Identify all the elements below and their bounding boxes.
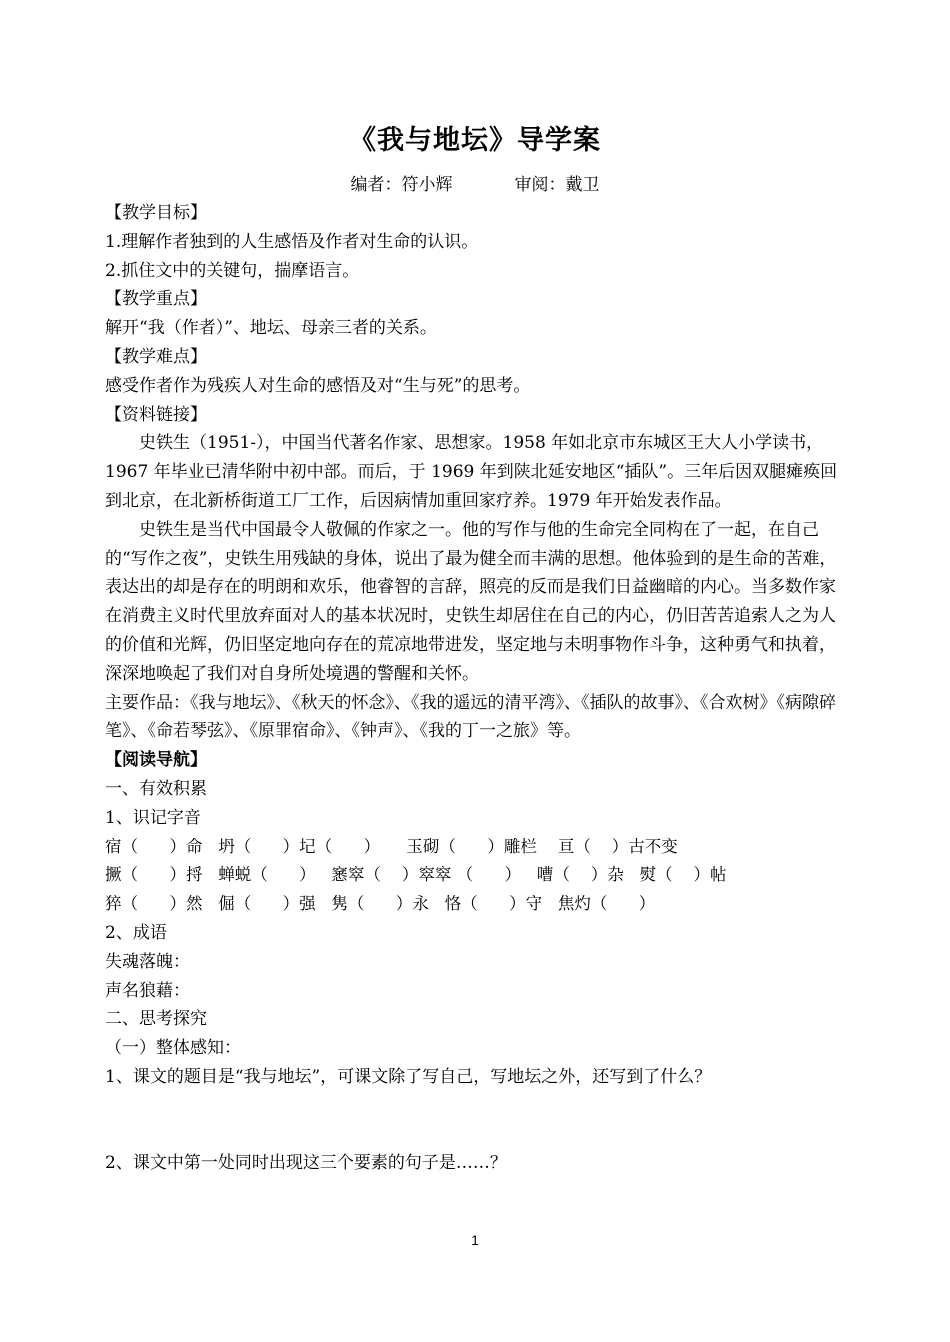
page-number: 1 [471, 1232, 479, 1248]
item-heading: 2、成语 [105, 922, 167, 943]
bio-paragraph: 史铁生是当代中国最令人敬佩的作家之一。他的写作与他的生命完全同构在了一起，在自己的“写作之夜”，史铁生用残缺的身体，说出了最为健全而丰满的思想。他体验到的是生命的苦难，表达出的却是存在的明朗和欢乐，他睿智的言辞，照亮的反而是我们日益幽暗的内心。当多数作家在消费主义时代里放弃面对人的基本状况时，史铁生却居住在自己的内心，仍旧苦苦追索人之为人的价值和光辉，仍旧坚定地向存在的荒凉地带进发，坚定地与未明事物作斗争，这种勇气和执着，深深地唤起了我们对自身所处境遇的警醒和关怀。 [105, 519, 837, 684]
goal-item: 2.抓住文中的关键句，揣摩语言。 [105, 260, 360, 281]
difficulty-heading: 【教学难点】 [105, 346, 207, 367]
pronunciation-row: 宿（ ）命 坍（ ）圮（ ） 玉砌（ ）雕栏 亘（ ）古不变 [105, 836, 678, 856]
focus-text: 解开“我（作者）”、地坛、母亲三者的关系。 [105, 318, 437, 339]
reviewer-credit: 审阅：戴卫 [514, 175, 600, 195]
focus-heading: 【教学重点】 [105, 289, 207, 310]
pronunciation-row: 猝（ ）然 倔（ ）强 隽（ ）永 恪（ ）守 焦灼（ ） [105, 894, 656, 914]
links-heading: 【资料链接】 [105, 404, 207, 425]
sub-heading: （一）整体感知： [105, 1038, 241, 1059]
answer-space [105, 1092, 845, 1150]
pronunciation-row: 撅（ ）捋 蝉蜕（ ） 窸窣（ ）窣窣 （ ） 嘈（ ）杂 熨（ ）帖 [105, 865, 727, 885]
goals-heading: 【教学目标】 [105, 203, 207, 223]
idiom-item: 声名狼藉： [105, 980, 190, 1001]
document-body [105, 199, 845, 1178]
difficulty-text: 感受作者作为残疾人对生命的感悟及对“生与死”的思考。 [105, 375, 531, 396]
question: 2、课文中第一处同时出现这三个要素的句子是……？ [105, 1153, 507, 1174]
part-heading: 一、有效积累 [105, 778, 207, 799]
reading-heading: 【阅读导航】 [105, 750, 207, 771]
works-list: 主要作品：《我与地坛》、《秋天的怀念》、《我的遥远的清平湾》、《插队的故事》、《合欢树》《病隙碎笔》、《命若琴弦》、《原罪宿命》、《钟声》、《我的丁一之旅》等。 [105, 692, 836, 742]
page-title: 《我与地坛》导学案 [349, 125, 601, 156]
byline [0, 170, 950, 195]
part-heading: 二、思考探究 [105, 1009, 207, 1030]
editor-credit: 编者：符小辉 [350, 175, 453, 195]
idiom-item: 失魂落魄： [105, 951, 190, 972]
question: 1、课文的题目是“我与地坛”，可课文除了写自己，写地坛之外，还写到了什么？ [105, 1066, 712, 1087]
item-heading: 1、识记字音 [105, 807, 201, 828]
goal-item: 1.理解作者独到的人生感悟及作者对生命的认识。 [105, 231, 479, 252]
bio-paragraph: 史铁生（1951-），中国当代著名作家、思想家。1958 年如北京市东城区王大人小学读书，1967 年毕业已清华附中初中部。而后，于 1969 年到陕北延安地区“插队”。三年后因双腿瘫痪回到北京，在北新桥街道工厂工作，后因病情加重回家疗养。1979 年开始发表作品。 [105, 433, 838, 511]
